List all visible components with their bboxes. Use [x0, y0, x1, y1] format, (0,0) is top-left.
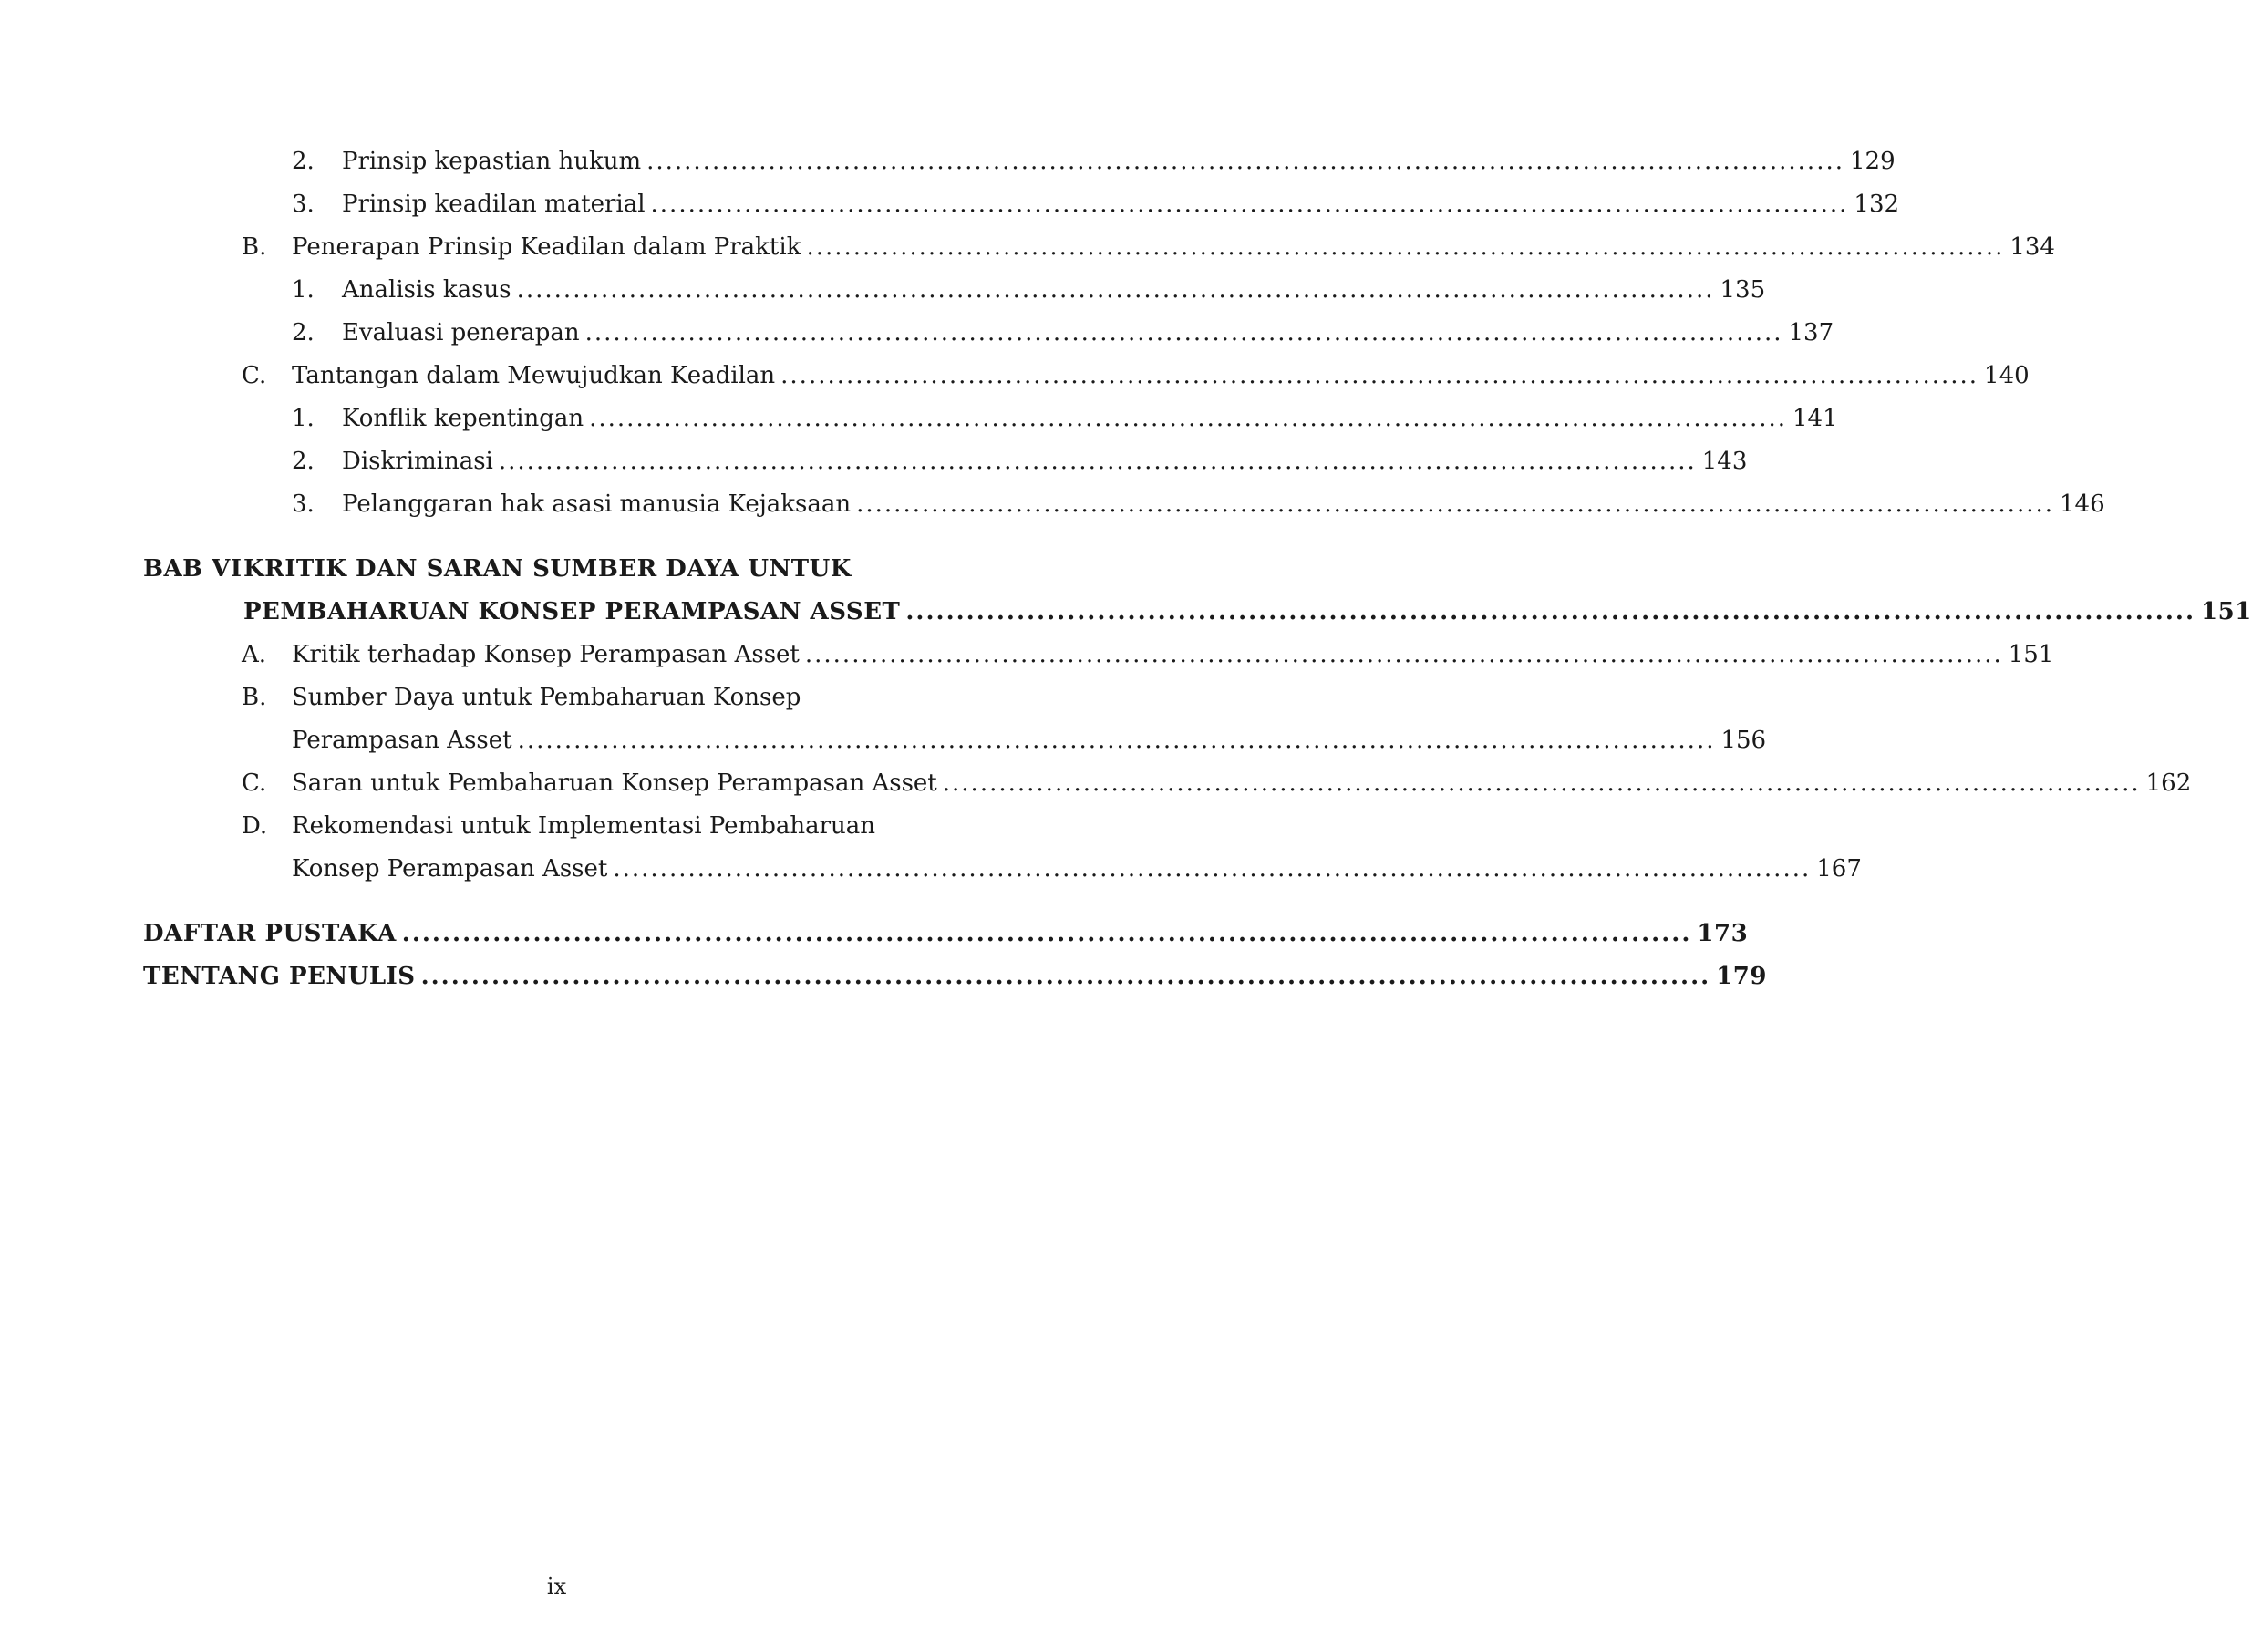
toc-entry-number: C. — [242, 362, 267, 389]
toc-entry-title: Penerapan Prinsip Keadilan dalam Praktik — [292, 233, 801, 261]
chapter-number: BAB VI — [143, 555, 243, 583]
chapter-heading — [143, 551, 970, 587]
toc-entry-title: Kritik terhadap Konsep Perampasan Asset — [292, 641, 800, 668]
toc-entry-title: Perampasan Asset — [292, 727, 512, 754]
leader-dots: ................................................................................................................................ — [589, 405, 1787, 432]
toc-entry-title: Evaluasi penerapan — [342, 319, 580, 346]
toc-entry-title: Rekomendasi untuk Implementasi Pembaharuan — [292, 812, 876, 840]
toc-entry-number: A. — [242, 641, 267, 668]
chapter-title-continued: PEMBAHARUAN KONSEP PERAMPASAN ASSET — [243, 598, 901, 625]
toc-entry — [292, 315, 1834, 351]
toc-entry-page: 162 — [2145, 769, 2192, 797]
toc-entry — [242, 679, 970, 716]
toc-entry-page: 135 — [1720, 276, 1766, 304]
toc-entry-title: Tantangan dalam Mewujudkan Keadilan — [292, 362, 776, 389]
toc-entry-title: Konflik kepentingan — [342, 405, 584, 432]
toc-entry-title: Saran untuk Pembaharuan Konsep Perampasan Asset — [292, 769, 937, 797]
leader-dots: ................................................................................................................................ — [517, 727, 1716, 754]
toc-entry — [292, 486, 2105, 522]
toc-entry-title: Prinsip keadilan material — [342, 191, 646, 218]
toc-entry-title: Diskriminasi — [342, 448, 493, 475]
page-number: ix — [546, 1574, 567, 1599]
toc-entry-title: Analisis kasus — [342, 276, 511, 304]
toc-entry-number: B. — [242, 233, 267, 261]
toc-entry — [242, 357, 2030, 394]
leader-dots: ................................................................................................................................ — [856, 490, 2054, 518]
leader-dots: ................................................................................................................................ — [516, 276, 1715, 304]
back-matter-entry — [143, 958, 1767, 995]
toc-entry — [292, 143, 1896, 180]
toc-entry-title: Konsep Perampasan Asset — [292, 855, 608, 883]
toc-entry-page: 156 — [1720, 727, 1767, 754]
toc-entry-number: 1. — [292, 405, 315, 432]
toc-entry-page: 143 — [1701, 448, 1748, 475]
toc-entry — [292, 186, 1900, 222]
toc-entry-number: 2. — [292, 448, 315, 475]
toc-entry-page: 137 — [1788, 319, 1834, 346]
toc-entry-number: 2. — [292, 319, 315, 346]
leader-dots: ................................................................................................................................ — [584, 319, 1783, 346]
toc-entry — [242, 636, 2054, 673]
back-matter-title: DAFTAR PUSTAKA — [143, 920, 397, 947]
toc-entry-title: Pelanggaran hak asasi manusia Kejaksaan — [342, 490, 852, 518]
toc-entry-page: 134 — [2009, 233, 2055, 261]
leader-dots: ................................................................................................................................ — [646, 148, 1844, 175]
toc-entry-number: 1. — [292, 276, 315, 304]
leader-dots: ................................................................................................................................ — [806, 233, 2005, 261]
leader-dots: ................................................................................................................................ — [650, 191, 1849, 218]
back-matter-page: 179 — [1716, 963, 1767, 990]
leader-dots: ................................................................................................................................ — [942, 769, 2141, 797]
toc-entry-continued — [292, 722, 1767, 759]
leader-dots: ................................................................................................................................ — [905, 598, 2195, 625]
toc-entry-number: 3. — [292, 191, 315, 218]
toc-entry-page: 146 — [2060, 490, 2105, 518]
toc-entry — [242, 765, 2192, 801]
toc-entry — [292, 443, 1748, 480]
leader-dots: ................................................................................................................................ — [498, 448, 1697, 475]
toc-entry-page: 129 — [1849, 148, 1896, 175]
leader-dots: ................................................................................................................................ — [613, 855, 1812, 883]
toc-entry-page: 167 — [1816, 855, 1862, 883]
back-matter-title: TENTANG PENULIS — [143, 963, 416, 990]
toc-entry-title: Prinsip kepastian hukum — [342, 148, 642, 175]
toc-entry-number: 2. — [292, 148, 315, 175]
leader-dots: ................................................................................................................................ — [804, 641, 2003, 668]
toc-entry-page: 132 — [1854, 191, 1900, 218]
toc-entry-page: 151 — [2008, 641, 2054, 668]
leader-dots: ................................................................................................................................ — [420, 963, 1711, 990]
toc-entry — [292, 272, 1766, 308]
toc-entry — [242, 808, 970, 844]
toc-entry-page: 141 — [1792, 405, 1838, 432]
toc-entry-page: 140 — [1984, 362, 2030, 389]
back-matter-entry — [143, 915, 1749, 952]
toc-entry-title: Sumber Daya untuk Pembaharuan Konsep — [292, 684, 801, 711]
chapter-heading-continued — [243, 594, 2252, 630]
toc-entry-number: C. — [242, 769, 267, 797]
toc-entry-number: B. — [242, 684, 267, 711]
toc-entry — [242, 229, 2055, 265]
chapter-page: 151 — [2201, 598, 2252, 625]
leader-dots: ................................................................................................................................ — [780, 362, 1979, 389]
toc-entry-number: 3. — [292, 490, 315, 518]
toc-entry-continued — [292, 851, 1862, 887]
chapter-title: KRITIK DAN SARAN SUMBER DAYA UNTUK — [243, 555, 852, 583]
toc-entry — [292, 400, 1838, 437]
toc-entry-number: D. — [242, 812, 268, 840]
back-matter-page: 173 — [1697, 920, 1749, 947]
leader-dots: ................................................................................................................................ — [401, 920, 1692, 947]
